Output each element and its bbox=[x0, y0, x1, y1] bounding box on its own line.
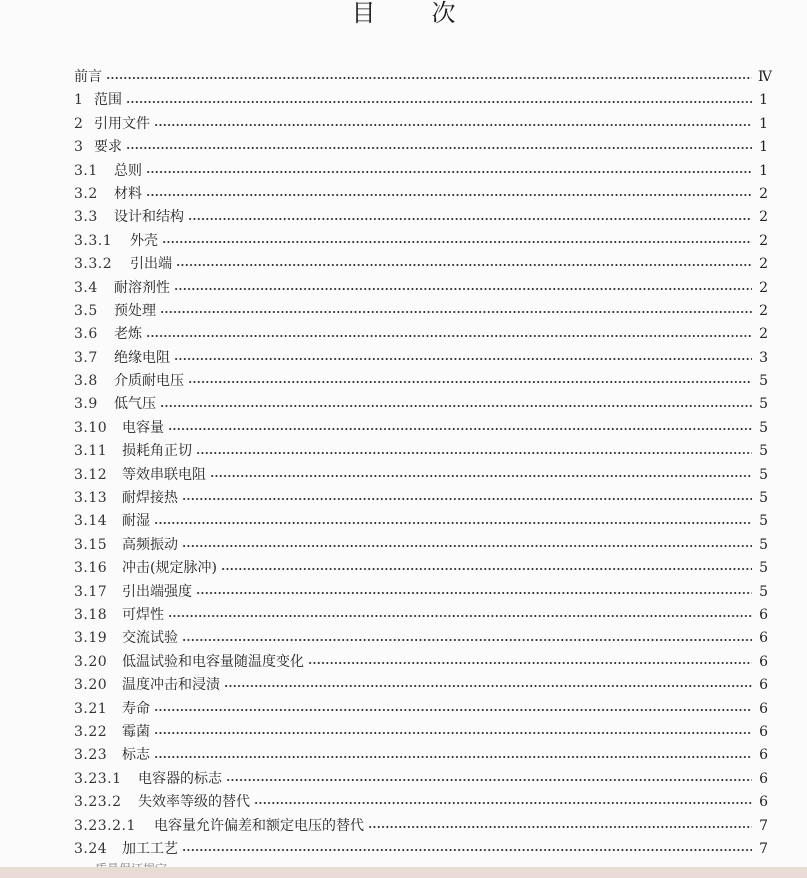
toc-entry[interactable] bbox=[74, 347, 768, 370]
toc-entry-number: 1 bbox=[74, 92, 84, 109]
dot-leader bbox=[368, 821, 752, 831]
toc-entry-number: 3.16 bbox=[74, 560, 108, 577]
toc-entry-page-number: 2 bbox=[759, 326, 768, 343]
toc-entry-label: 总则 bbox=[114, 162, 142, 179]
toc-entry[interactable] bbox=[74, 721, 768, 744]
page-title bbox=[0, 0, 807, 26]
toc-entry-number: 3.10 bbox=[74, 419, 108, 436]
toc-entry[interactable] bbox=[74, 277, 768, 300]
toc-entry-page-number: 2 bbox=[759, 256, 768, 273]
dot-leader bbox=[182, 634, 752, 644]
toc-entry[interactable] bbox=[74, 838, 768, 861]
dot-leader bbox=[162, 236, 752, 246]
toc-entry-number: 3.2 bbox=[74, 185, 98, 202]
toc-entry-label: 电容量允许偏差和额定电压的替代 bbox=[154, 817, 364, 834]
toc-entry[interactable] bbox=[74, 253, 768, 276]
toc-entry-page-number: 5 bbox=[759, 396, 768, 413]
toc-entry-label: 寿命 bbox=[122, 700, 150, 717]
toc-entry-page-number: 6 bbox=[759, 630, 768, 647]
toc-entry[interactable] bbox=[74, 815, 768, 838]
toc-entry[interactable] bbox=[74, 300, 768, 323]
toc-entry-page-number: 5 bbox=[759, 490, 768, 507]
toc-entry-label: 预处理 bbox=[114, 302, 156, 319]
dot-leader bbox=[176, 260, 752, 270]
dot-leader bbox=[106, 73, 752, 83]
toc-entry[interactable] bbox=[74, 487, 768, 510]
dot-leader bbox=[154, 704, 752, 714]
dot-leader bbox=[126, 143, 752, 153]
toc-entry-number: 3.23.2.1 bbox=[74, 817, 136, 834]
toc-entry-label: 高频振动 bbox=[122, 536, 178, 553]
toc-entry[interactable] bbox=[74, 651, 768, 674]
toc-entry[interactable] bbox=[74, 230, 768, 253]
dot-leader bbox=[146, 190, 752, 200]
toc-entry-label: 损耗角正切 bbox=[122, 443, 192, 460]
toc-entry[interactable] bbox=[74, 674, 768, 697]
dot-leader bbox=[160, 400, 752, 410]
toc-entry-label: 老炼 bbox=[114, 326, 142, 343]
dot-leader bbox=[154, 751, 752, 761]
toc-entry-number: 3.12 bbox=[74, 466, 108, 483]
dot-leader bbox=[154, 517, 752, 527]
table-of-contents bbox=[74, 66, 772, 861]
dot-leader bbox=[308, 657, 752, 667]
page-bottom-edge bbox=[0, 867, 807, 878]
toc-entry-number: 3.1 bbox=[74, 162, 98, 179]
toc-entry-label: 要求 bbox=[94, 139, 122, 156]
toc-entry-number: 3.22 bbox=[74, 723, 108, 740]
toc-entry-page-number: 5 bbox=[759, 443, 768, 460]
toc-entry-page-number: 6 bbox=[759, 677, 768, 694]
toc-entry[interactable] bbox=[74, 113, 768, 136]
toc-entry-label: 耐焊接热 bbox=[122, 490, 178, 507]
toc-entry-number: 2 bbox=[74, 115, 84, 132]
toc-entry-number: 3.3.1 bbox=[74, 232, 113, 249]
toc-entry-number: 3.14 bbox=[74, 513, 108, 530]
dot-leader bbox=[174, 353, 752, 363]
dot-leader bbox=[226, 774, 752, 784]
dot-leader bbox=[188, 377, 752, 387]
toc-entry-label: 引出端强度 bbox=[122, 583, 192, 600]
toc-entry-number: 3.3.2 bbox=[74, 256, 113, 273]
toc-entry[interactable] bbox=[74, 417, 768, 440]
toc-entry[interactable] bbox=[74, 464, 768, 487]
dot-leader bbox=[182, 494, 752, 504]
toc-entry-label: 绝缘电阻 bbox=[114, 349, 170, 366]
toc-entry-number: 3.23 bbox=[74, 747, 108, 764]
dot-leader bbox=[210, 470, 752, 480]
toc-entry-label: 耐湿 bbox=[122, 513, 150, 530]
toc-entry-number: 3.4 bbox=[74, 279, 98, 296]
toc-entry-page-number: 2 bbox=[759, 279, 768, 296]
toc-entry-label: 低气压 bbox=[114, 396, 156, 413]
toc-entry[interactable] bbox=[74, 323, 768, 346]
toc-entry-page-number: Ⅳ bbox=[758, 69, 772, 85]
toc-entry-label: 加工工艺 bbox=[122, 840, 178, 857]
toc-entry-number: 3.8 bbox=[74, 373, 98, 390]
toc-entry-page-number: 5 bbox=[759, 536, 768, 553]
toc-entry-label: 电容器的标志 bbox=[138, 770, 222, 787]
toc-entry-number: 3 bbox=[74, 139, 84, 156]
page-title-char-2: 次 bbox=[431, 0, 484, 27]
toc-entry[interactable] bbox=[74, 581, 768, 604]
toc-entry-label: 霉菌 bbox=[122, 723, 150, 740]
toc-entry[interactable] bbox=[74, 183, 768, 206]
toc-entry-page-number: 6 bbox=[759, 723, 768, 740]
toc-entry-number: 3.19 bbox=[74, 630, 108, 647]
toc-entry[interactable] bbox=[74, 66, 772, 89]
dot-leader bbox=[154, 119, 752, 129]
toc-entry-page-number: 6 bbox=[759, 747, 768, 764]
toc-entry-page-number: 7 bbox=[759, 840, 768, 857]
toc-entry-label: 电容量 bbox=[122, 419, 164, 436]
toc-entry-page-number: 6 bbox=[759, 700, 768, 717]
dot-leader bbox=[168, 611, 752, 621]
toc-entry-label: 耐溶剂性 bbox=[114, 279, 170, 296]
dot-leader bbox=[254, 798, 752, 808]
toc-entry-page-number: 5 bbox=[759, 373, 768, 390]
toc-entry-number: 3.5 bbox=[74, 302, 98, 319]
toc-entry[interactable] bbox=[74, 89, 768, 112]
toc-entry-number: 3.15 bbox=[74, 536, 108, 553]
toc-entry[interactable] bbox=[74, 440, 768, 463]
dot-leader bbox=[221, 564, 752, 574]
toc-entry[interactable] bbox=[74, 160, 768, 183]
toc-entry-number: 3.3 bbox=[74, 209, 98, 226]
toc-entry-page-number: 1 bbox=[759, 162, 768, 179]
toc-entry[interactable] bbox=[74, 206, 768, 229]
toc-entry-label: 低温试验和电容量随温度变化 bbox=[122, 653, 304, 670]
toc-entry-page-number: 6 bbox=[759, 770, 768, 787]
toc-entry-page-number: 5 bbox=[759, 513, 768, 530]
toc-entry-label: 介质耐电压 bbox=[114, 373, 184, 390]
dot-leader bbox=[182, 845, 752, 855]
toc-entry-label: 引用文件 bbox=[94, 115, 150, 132]
toc-entry-page-number: 6 bbox=[759, 794, 768, 811]
toc-entry-label: 冲击(规定脉冲) bbox=[122, 560, 217, 577]
toc-entry-page-number: 1 bbox=[759, 139, 768, 156]
toc-entry[interactable] bbox=[74, 393, 768, 416]
dot-leader bbox=[224, 681, 752, 691]
dot-leader bbox=[126, 96, 752, 106]
toc-entry-page-number: 1 bbox=[759, 115, 768, 132]
dot-leader bbox=[196, 447, 752, 457]
toc-entry-label: 标志 bbox=[122, 747, 150, 764]
toc-entry-page-number: 2 bbox=[759, 232, 768, 249]
toc-entry[interactable] bbox=[74, 698, 768, 721]
toc-entry-number: 3.7 bbox=[74, 349, 98, 366]
dot-leader bbox=[146, 166, 752, 176]
toc-entry[interactable] bbox=[74, 744, 768, 767]
toc-entry-page-number: 2 bbox=[759, 185, 768, 202]
dot-leader bbox=[174, 283, 752, 293]
toc-entry-label: 交流试验 bbox=[122, 630, 178, 647]
toc-entry-label: 温度冲击和浸渍 bbox=[122, 677, 220, 694]
toc-entry-number: 3.23.2 bbox=[74, 794, 122, 811]
toc-entry-label: 外壳 bbox=[130, 232, 158, 249]
toc-entry[interactable] bbox=[74, 510, 768, 533]
toc-entry-page-number: 2 bbox=[759, 302, 768, 319]
toc-entry-number: 3.9 bbox=[74, 396, 98, 413]
toc-entry[interactable] bbox=[74, 534, 768, 557]
toc-entry[interactable] bbox=[74, 370, 768, 393]
toc-entry[interactable] bbox=[74, 604, 768, 627]
toc-entry-label: 范围 bbox=[94, 92, 122, 109]
toc-entry-page-number: 3 bbox=[759, 349, 768, 366]
toc-entry-number: 3.6 bbox=[74, 326, 98, 343]
toc-entry[interactable] bbox=[74, 136, 768, 159]
toc-entry-page-number: 5 bbox=[759, 419, 768, 436]
toc-entry-number: 3.17 bbox=[74, 583, 108, 600]
dot-leader bbox=[182, 541, 752, 551]
toc-entry-page-number: 5 bbox=[759, 583, 768, 600]
toc-entry-number: 3.18 bbox=[74, 606, 108, 623]
dot-leader bbox=[154, 728, 752, 738]
toc-entry-page-number: 2 bbox=[759, 209, 768, 226]
dot-leader bbox=[188, 213, 752, 223]
dot-leader bbox=[168, 424, 752, 434]
toc-entry-label: 失效率等级的替代 bbox=[138, 794, 250, 811]
toc-entry[interactable] bbox=[74, 627, 768, 650]
toc-entry-number: 3.11 bbox=[74, 443, 108, 460]
page-title-char-1: 目 bbox=[351, 0, 404, 27]
toc-entry[interactable] bbox=[74, 557, 768, 580]
toc-entry-page-number: 5 bbox=[759, 466, 768, 483]
toc-entry-page-number: 5 bbox=[759, 560, 768, 577]
toc-entry-page-number: 6 bbox=[759, 606, 768, 623]
toc-entry-number: 3.24 bbox=[74, 840, 108, 857]
toc-entry-number: 3.21 bbox=[74, 700, 108, 717]
toc-entry-number: 3.20 bbox=[74, 677, 108, 694]
toc-entry-number: 3.23.1 bbox=[74, 770, 122, 787]
toc-entry-number: 3.13 bbox=[74, 490, 108, 507]
dot-leader bbox=[196, 587, 752, 597]
toc-entry-label: 设计和结构 bbox=[114, 209, 184, 226]
toc-entry-page-number: 1 bbox=[759, 92, 768, 109]
toc-entry[interactable] bbox=[74, 791, 768, 814]
toc-entry-label: 等效串联电阻 bbox=[122, 466, 206, 483]
toc-entry-label: 前言 bbox=[74, 69, 102, 85]
toc-entry-label: 引出端 bbox=[130, 256, 172, 273]
toc-entry[interactable] bbox=[74, 768, 768, 791]
toc-entry-page-number: 6 bbox=[759, 653, 768, 670]
dot-leader bbox=[160, 307, 752, 317]
toc-entry-page-number: 7 bbox=[759, 817, 768, 834]
toc-entry-label: 材料 bbox=[114, 185, 142, 202]
dot-leader bbox=[146, 330, 752, 340]
toc-entry-label: 可焊性 bbox=[122, 606, 164, 623]
toc-entry-number: 3.20 bbox=[74, 653, 108, 670]
